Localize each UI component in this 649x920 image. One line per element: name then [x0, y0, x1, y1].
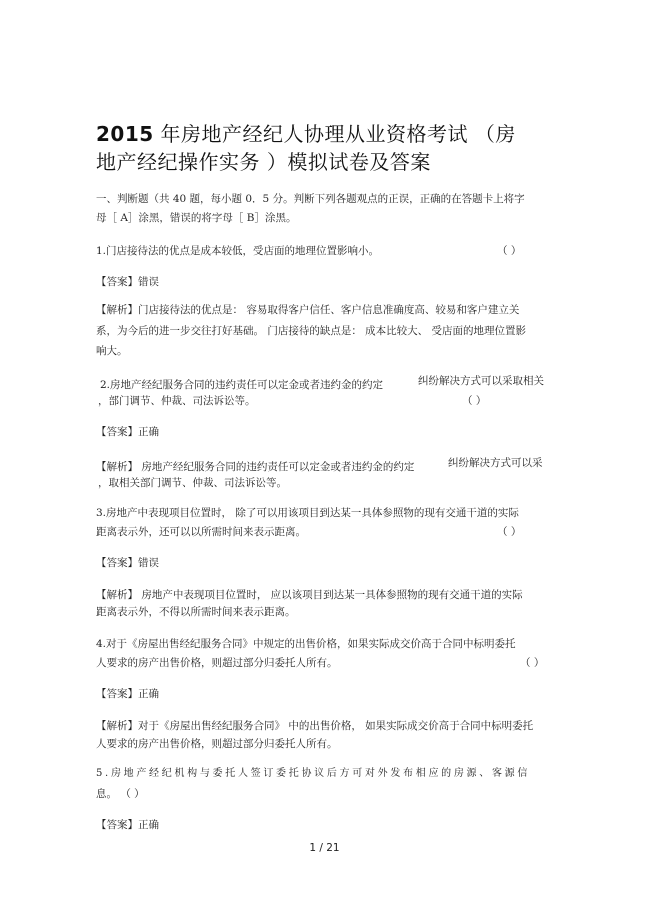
question-5-line1: 5.房地产经纪机构与委托人签订委托协议后方可对外发布相应的房源、客源信 — [96, 768, 531, 779]
question-4-paren: （ ） — [520, 657, 545, 669]
document-title — [96, 120, 566, 176]
answer-1: 【答案】错误 — [96, 276, 159, 288]
explanation-1-line3: 响大。 — [96, 345, 128, 357]
explanation-3-line2: 距离表示外，不得以所需时间来表示距离。 — [96, 606, 296, 618]
answer-5: 【答案】正确 — [96, 819, 159, 831]
question-1: 1.门店接待法的优点是成本较低，受店面的地理位置影响小。 — [96, 245, 380, 257]
explanation-4-line1: 【解析】对于《房屋出售经纪服务合同》 中的出售价格， 如果实际成交价高于合同中标明委托 — [96, 720, 534, 732]
question-3-line1: 3.房地产中表现项目位置时， 除了可以用该项目到达某一具体参照物的现有交通干道的实际 — [96, 507, 519, 519]
question-2-line1: 2.房地产经纪服务合同的违约责任可以定金或者违约金的约定 — [100, 379, 384, 391]
title-year: 2015 — [96, 122, 154, 146]
question-2-side: 纠纷解决方式可以采取相关 — [418, 375, 544, 387]
explanation-2-line1: 【解析】 房地产经纪服务合同的违约责任可以定金或者违约金的约定 — [96, 461, 415, 473]
question-4-line2: 人要求的房产出售价格，则超过部分归委托人所有。 — [96, 657, 338, 669]
explanation-3-line1: 【解析】 房地产中表现项目位置时， 应以该项目到达某一具体参照物的现有交通干道的实际 — [96, 589, 523, 601]
answer-2: 【答案】正确 — [96, 426, 159, 438]
answer-3: 【答案】错误 — [96, 557, 159, 569]
explanation-4-line2: 人要求的房产出售价格，则超过部分归委托人所有。 — [96, 738, 338, 750]
explanation-1-line1: 【解析】门店接待法的优点是： 容易取得客户信任、客户信息准确度高、较易和客户建立关 — [96, 304, 520, 316]
question-4-line1: 4.对于《房屋出售经纪服务合同》中规定的出售价格，如果实际成交价高于合同中标明委托 — [96, 638, 516, 650]
explanation-2-side: 纠纷解决方式可以采 — [448, 457, 543, 469]
answer-4: 【答案】正确 — [96, 688, 159, 700]
page-number: 1 / 21 — [309, 842, 340, 854]
explanation-1-line2: 系，为今后的进一步交往打好基础。 门店接待的缺点是： 成本比较大、 受店面的地理位置影 — [96, 325, 527, 337]
question-3-paren: （ ） — [497, 526, 522, 538]
question-3-line2: 距离表示外，还可以以所需时间来表示距离。 — [96, 526, 306, 538]
explanation-2-line2: ，取相关部门调节、仲裁、司法诉讼等。 — [98, 477, 287, 489]
question-5-line2: 息。 （ ） — [96, 788, 145, 800]
question-2-line2: ，部门调节、仲裁、司法诉讼等。 — [98, 395, 256, 407]
instructions-line1: 一、判断题（共 40 题，每小题 0．5 分。判断下列各题观点的正误，正确的在答题卡上将字 — [96, 193, 525, 205]
question-2-paren: （ ） — [462, 395, 487, 407]
instructions-line2: 母［ A］涂黑，错误的将字母［ B］涂黑。 — [96, 212, 297, 224]
title-line2: 地产经纪操作实务 ）模拟试卷及答案 — [96, 150, 431, 174]
question-1-paren: （ ） — [497, 245, 522, 257]
title-line1: 年房地产经纪人协理从业资格考试 （房 — [153, 122, 516, 146]
